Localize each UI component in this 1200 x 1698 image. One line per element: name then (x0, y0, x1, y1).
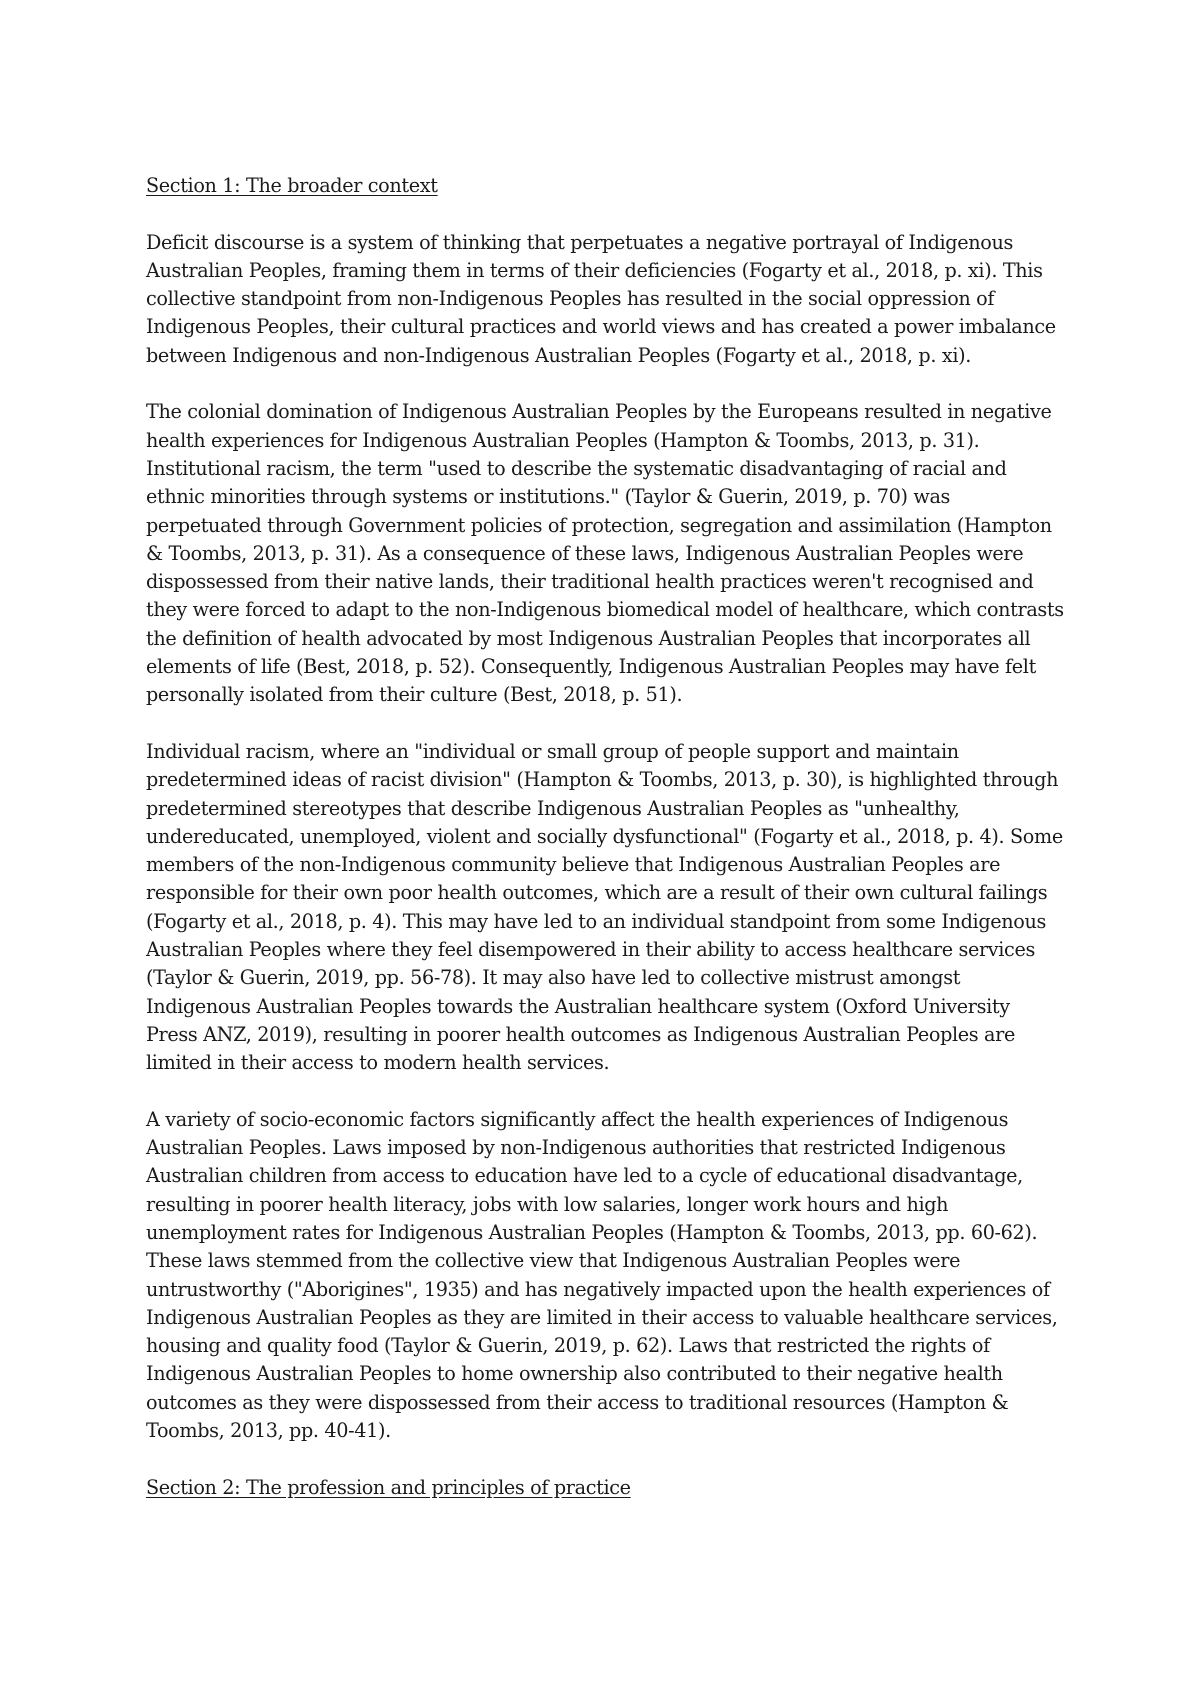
section-2-heading: Section 2: The profession and principles of practice (146, 1475, 631, 1499)
paragraph-socio-economic-factors: A variety of socio-economic factors significantly affect the health experiences of Indigenous Australian Peoples. Laws imposed by non-Indigenous authorities that restricted Indigenous Australian children from access to education have led to a cycle of educational disadvantage, resulting in poorer health literacy, jobs with low salaries, longer work hours and high unemployment rates for Indigenous Australian Peoples (Hampton & Toombs, 2013, pp. 60-62). These laws stemmed from the collective view that Indigenous Australian Peoples were untrustworthy ("Aborigines", 1935) and has negatively impacted upon the health experiences of Indigenous Australian Peoples as they are limited in their access to valuable healthcare services, housing and quality food (Taylor & Guerin, 2019, p. 62). Laws that restricted the rights of Indigenous Australian Peoples to home ownership also contributed to their negative health outcomes as they were dispossessed from their access to traditional resources (Hampton & Toombs, 2013, pp. 40-41). (146, 1107, 1058, 1443)
document-body (146, 172, 1066, 1502)
paragraph-deficit-discourse: Deficit discourse is a system of thinking that perpetuates a negative portrayal of Indigenous Australian Peoples, framing them in terms of their deficiencies (Fogarty et al., 2018, p. xi). This collective standpoint from non-Indigenous Peoples has resulted in the social oppression of Indigenous Peoples, their cultural practices and world views and has created a power imbalance between Indigenous and non-Indigenous Australian Peoples (Fogarty et al., 2018, p. xi). (146, 230, 1056, 367)
paragraph-colonial-domination: The colonial domination of Indigenous Australian Peoples by the Europeans resulted in negative health experiences for Indigenous Australian Peoples (Hampton & Toombs, 2013, p. 31). Institutional racism, the term "used to describe the systematic disadvantaging of racial and ethnic minorities through systems or institutions." (Taylor & Guerin, 2019, p. 70) was perpetuated through Government policies of protection, segregation and assimilation (Hampton & Toombs, 2013, p. 31). As a consequence of these laws, Indigenous Australian Peoples were dispossessed from their native lands, their traditional health practices weren't recognised and they were forced to adapt to the non-Indigenous biomedical model of healthcare, which contrasts the definition of health advocated by most Indigenous Australian Peoples that incorporates all elements of life (Best, 2018, p. 52). Consequently, Indigenous Australian Peoples may have felt personally isolated from their culture (Best, 2018, p. 51). (146, 400, 1064, 707)
paragraph-individual-racism: Individual racism, where an "individual or small group of people support and maintain predetermined ideas of racist division" (Hampton & Toombs, 2013, p. 30), is highlighted through predetermined stereotypes that describe Indigenous Australian Peoples as "unhealthy, undereducated, unemployed, violent and socially dysfunctional" (Fogarty et al., 2018, p. 4). Some members of the non-Indigenous community believe that Indigenous Australian Peoples are responsible for their own poor health outcomes, which are a result of their own cultural failings (Fogarty et al., 2018, p. 4). This may have led to an individual standpoint from some Indigenous Australian Peoples where they feel disempowered in their ability to access healthcare services (Taylor & Guerin, 2019, pp. 56-78). It may also have led to collective mistrust amongst Indigenous Australian Peoples towards the Australian healthcare system (Oxford University Press ANZ, 2019), resulting in poorer health outcomes as Indigenous Australian Peoples are limited in their access to modern health services. (146, 739, 1063, 1075)
section-1-heading: Section 1: The broader context (146, 174, 438, 197)
